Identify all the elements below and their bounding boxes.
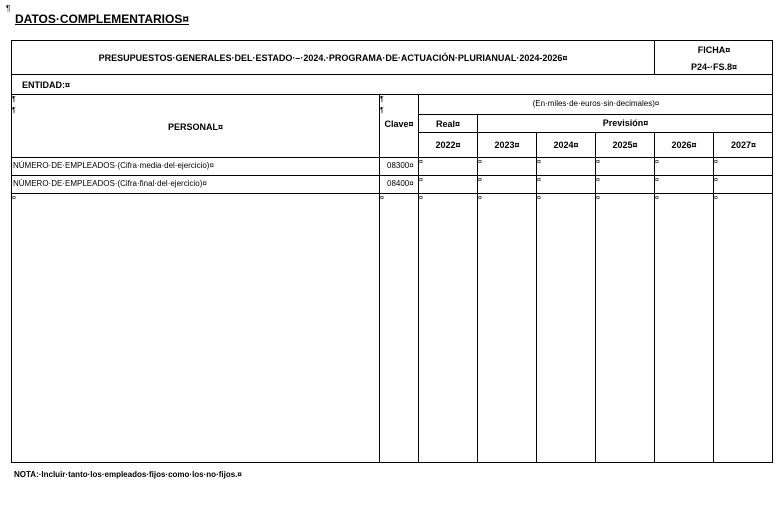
- year-header: 2025¤: [612, 140, 638, 150]
- paragraph-mark: ¶: [380, 96, 384, 103]
- nota: NOTA:·Incluir·tanto·los·empleados·fijos·como·los·no·fijos.¤: [14, 470, 242, 479]
- clave-header: Clave¤: [384, 119, 414, 129]
- ficha-code: P24-·FS.8¤: [690, 62, 738, 72]
- personal-header: PERSONAL¤: [167, 122, 223, 132]
- entidad-label: ENTIDAD:¤: [22, 80, 71, 90]
- cell-mark: ¤: [596, 195, 600, 202]
- row-label: NÚMERO·DE·EMPLEADOS·(Cifra·media·del·ejercicio)¤: [13, 161, 214, 170]
- cell-mark: ¤: [478, 195, 482, 202]
- prevision-header: Previsión¤: [602, 118, 649, 128]
- cell-mark: ¤: [478, 177, 482, 184]
- cell-mark: ¤: [12, 195, 16, 202]
- paragraph-mark: ¶: [380, 107, 384, 114]
- cell-mark: ¤: [596, 177, 600, 184]
- ficha-label: FICHA¤: [697, 45, 731, 55]
- year-header: 2023¤: [494, 140, 520, 150]
- row-clave: 08400¤: [387, 179, 414, 188]
- year-header: 2022¤: [435, 140, 461, 150]
- cell-mark: ¤: [478, 159, 482, 166]
- cell-mark: ¤: [714, 159, 718, 166]
- cell-mark: ¤: [537, 177, 541, 184]
- paragraph-mark: ¶: [12, 96, 16, 103]
- cell-mark: ¤: [655, 195, 659, 202]
- cell-mark: ¤: [380, 195, 384, 202]
- paragraph-mark: ¶: [6, 4, 11, 13]
- row-clave: 08300¤: [387, 161, 414, 170]
- entidad-box: [11, 74, 773, 95]
- cell-mark: ¤: [537, 159, 541, 166]
- cell-mark: ¤: [537, 195, 541, 202]
- header-main-title: PRESUPUESTOS·GENERALES·DEL·ESTADO·–·2024.·PROGRAMA·DE·ACTUACIÓN·PLURIANUAL·2024-2026¤: [98, 53, 568, 63]
- section-title: DATOS·COMPLEMENTARIOS¤: [15, 12, 190, 26]
- paragraph-mark: ¶: [12, 107, 16, 114]
- row-label: NÚMERO·DE·EMPLEADOS·(Cifra·final·del·ejercicio)¤: [13, 179, 207, 188]
- real-header: Real¤: [435, 119, 461, 129]
- cell-mark: ¤: [714, 195, 718, 202]
- year-header: 2027¤: [730, 140, 757, 150]
- cell-mark: ¤: [596, 159, 600, 166]
- cell-mark: ¤: [419, 159, 423, 166]
- cell-mark: ¤: [419, 177, 423, 184]
- year-header: 2024¤: [553, 140, 579, 150]
- year-header: 2026¤: [671, 140, 697, 150]
- cell-mark: ¤: [419, 195, 423, 202]
- cell-mark: ¤: [655, 159, 659, 166]
- cell-mark: ¤: [655, 177, 659, 184]
- cell-mark: ¤: [714, 177, 718, 184]
- units-note: (En·miles·de·euros·sin·decimales)¤: [532, 99, 660, 108]
